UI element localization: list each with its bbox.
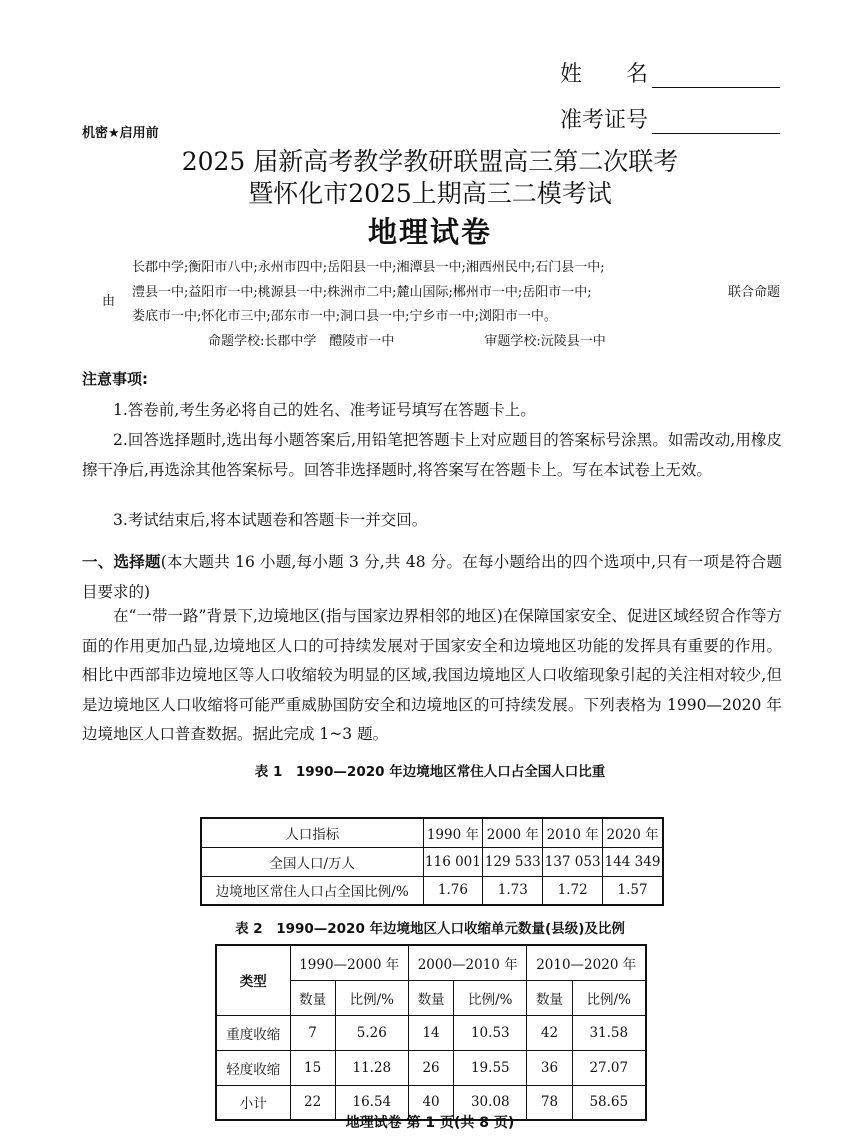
- exam-id-field[interactable]: [560, 88, 780, 134]
- name-underline[interactable]: [652, 58, 780, 88]
- table-1: [200, 817, 664, 906]
- proposer-line: [208, 330, 606, 349]
- section-1-desc: (本大题共 16 小题,每小题 3 分,共 48 分。在每小题给出的四个选项中,只有一项是符合题目要求的): [82, 553, 782, 601]
- table-header-cell: 2000 年: [483, 818, 543, 847]
- table-row: [201, 847, 663, 876]
- exam-title-line2: 暨怀化市2025上期高三二模考试: [248, 179, 612, 208]
- table-cell: 19.55: [454, 1050, 527, 1085]
- page-footer: 地理试卷 第 1 页(共 8 页): [345, 1115, 515, 1131]
- table-cell: 1.73: [483, 876, 543, 905]
- school-line-2: 澧县一中;益阳市一中;桃源县一中;株洲市二中;麓山国际;郴州市一中;岳阳市一中;: [132, 285, 592, 300]
- table-header-cell: 2000—2010 年: [408, 945, 526, 980]
- table-header-cell: 数量: [408, 980, 453, 1015]
- section-1-title: 一、选择题: [82, 553, 161, 571]
- table-cell: 30.08: [454, 1085, 527, 1120]
- exam-id-label: 准考证号: [560, 108, 649, 133]
- secret-label: 机密★启用前: [82, 126, 159, 141]
- reviewer-school: 审题学校:沅陵县一中: [484, 334, 606, 349]
- table-row: [216, 1050, 646, 1085]
- school-line-1: 长郡中学;衡阳市八中;永州市四中;岳阳县一中;湘潭县一中;湘西州民中;石门县一中;: [132, 260, 605, 275]
- table-cell: 26: [408, 1050, 453, 1085]
- table-1-caption: 表 1 1990—2020 年边境地区常住人口占全国人口比重: [254, 764, 606, 780]
- table-cell: 7: [290, 1015, 335, 1050]
- table-header-cell: 比例/%: [454, 980, 527, 1015]
- table-cell: 42: [527, 1015, 572, 1050]
- table-cell: 轻度收缩: [216, 1050, 290, 1085]
- table-cell: 40: [408, 1085, 453, 1120]
- table-header-cell: 1990—2000 年: [290, 945, 408, 980]
- table-header-cell: 2010—2020 年: [527, 945, 646, 980]
- notice-item-2: 2.回答选择题时,选出每小题答案后,用铅笔把答题卡上对应题目的答案标号涂黑。如需改动,用橡皮擦干净后,再选涂其他答案标号。回答非选择题时,将答案写在答题卡上。写在本试卷上无效。: [82, 431, 782, 479]
- table-cell: 58.65: [572, 1085, 646, 1120]
- table-2-caption: 表 2 1990—2020 年边境地区人口收缩单元数量(县级)及比例: [235, 921, 625, 937]
- table-header-cell: 数量: [527, 980, 572, 1015]
- table-header-cell: 2010 年: [543, 818, 603, 847]
- table-header-cell: 比例/%: [572, 980, 646, 1015]
- table-cell: 78: [527, 1085, 572, 1120]
- proposer-schools: 命题学校:长郡中学 醴陵市一中: [208, 334, 395, 349]
- table-cell: 15: [290, 1050, 335, 1085]
- subject-title: 地理试卷: [367, 215, 492, 249]
- name-label: 姓 名: [560, 62, 649, 87]
- table-header-cell: 比例/%: [335, 980, 408, 1015]
- table-cell: 5.26: [335, 1015, 408, 1050]
- table-cell: 1.72: [543, 876, 603, 905]
- table-header-cell: 类型: [216, 945, 290, 1015]
- table-header-cell: 2020 年: [603, 818, 663, 847]
- notice-item-1: 1.答卷前,考生务必将自己的姓名、准考证号填写在答题卡上。: [113, 401, 536, 419]
- table-cell: 36: [527, 1050, 572, 1085]
- table-cell: 27.07: [572, 1050, 646, 1085]
- table-cell: 小计: [216, 1085, 290, 1120]
- table-cell: 重度收缩: [216, 1015, 290, 1050]
- table-row: [216, 945, 646, 980]
- table-cell: 1.76: [423, 876, 483, 905]
- section-1-heading: [82, 547, 782, 607]
- notice-item-3: 3.考试结束后,将本试题卷和答题卡一并交回。: [113, 511, 428, 529]
- table-cell: 144 349: [603, 847, 663, 876]
- table-2: [215, 944, 647, 1121]
- table-cell: 10.53: [454, 1015, 527, 1050]
- table-header-cell: 人口指标: [201, 818, 423, 847]
- school-list: [100, 252, 780, 352]
- table-cell: 11.28: [335, 1050, 408, 1085]
- table-row: [201, 818, 663, 847]
- table-row: [201, 876, 663, 905]
- table-cell: 116 001: [423, 847, 483, 876]
- candidate-info: [560, 42, 780, 134]
- table-row: [216, 1015, 646, 1050]
- notice-title: 注意事项:: [82, 370, 148, 388]
- name-field[interactable]: [560, 42, 780, 88]
- table-cell: 129 533: [483, 847, 543, 876]
- table-cell: 16.54: [335, 1085, 408, 1120]
- exam-title-line1: 2025 届新高考教学教研联盟高三第二次联考: [181, 147, 679, 176]
- table-cell: 22: [290, 1085, 335, 1120]
- question-intro: 在“一带一路”背景下,边境地区(指与国家边界相邻的地区)在保障国家安全、促进区域经贸合作等方面的作用更加凸显,边境地区人口的可持续发展对于国家安全和边境地区功能的发挥具有重要的作用。相比中西部非边境地区等人口收缩较为明显的区域,我国边境地区人口收缩现象引起的关注相对较少,但是边境地区人口收缩将可能严重威胁国防安全和边境地区的可持续发展。下列表格为 1990—2020 年边境地区人口普查数据。据此完成 1~3 题。: [82, 607, 782, 743]
- joint-proposition: 联合命题: [727, 285, 780, 300]
- table-cell: 137 053: [543, 847, 603, 876]
- exam-id-underline[interactable]: [652, 104, 780, 134]
- table-header-cell: 数量: [290, 980, 335, 1015]
- table-cell: 14: [408, 1015, 453, 1050]
- table-cell: 全国人口/万人: [201, 847, 423, 876]
- table-cell: 31.58: [572, 1015, 646, 1050]
- school-line-3: 娄底市一中;怀化市三中;邵东市一中;洞口县一中;宁乡市一中;浏阳市一中。: [132, 309, 557, 324]
- table-cell: 边境地区常住人口占全国比例/%: [201, 876, 423, 905]
- table-header-cell: 1990 年: [423, 818, 483, 847]
- school-prefix: 由: [102, 294, 116, 309]
- table-cell: 1.57: [603, 876, 663, 905]
